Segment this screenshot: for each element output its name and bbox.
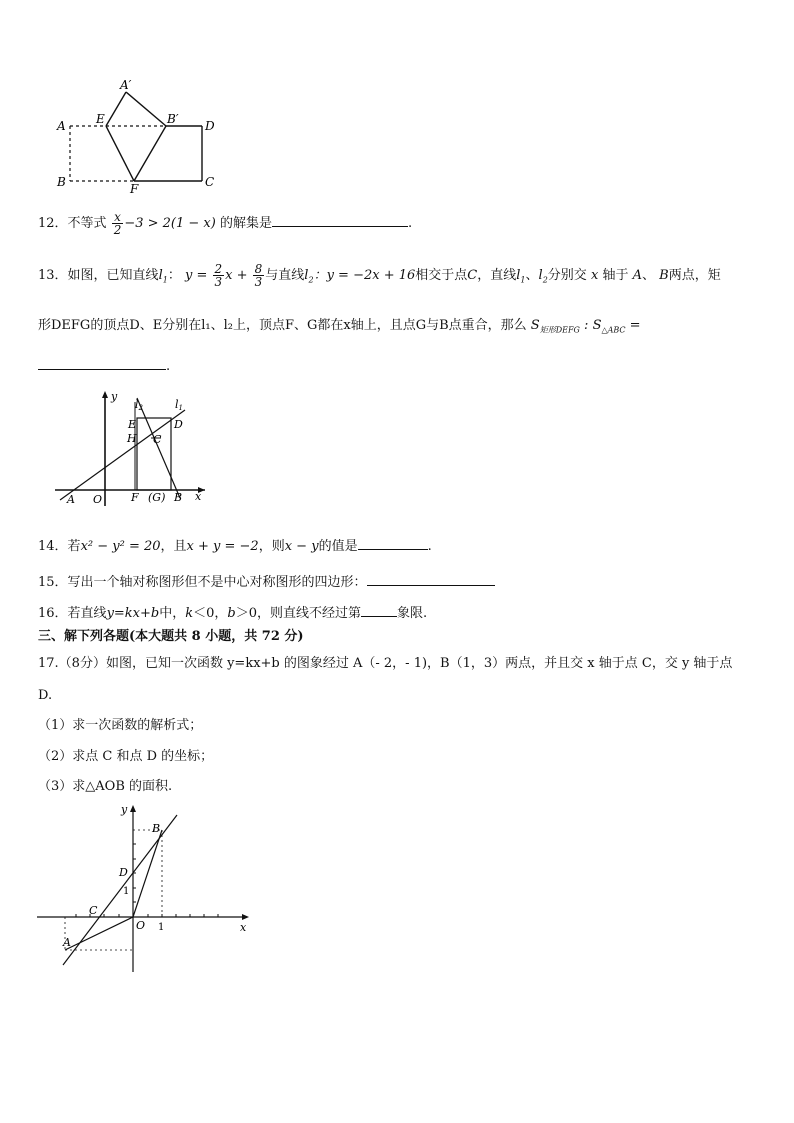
q12-fraction — [112, 211, 124, 236]
section-3-title: 三、解下列各题(本大题共 8 小题，共 72 分) — [38, 629, 304, 644]
question-16: 16．若直线y=kx+b中，k＜0，b＞0，则直线不经过第 象限. — [38, 602, 427, 624]
q14-expr-3: x − y — [284, 539, 319, 554]
q13-point-a: A — [632, 268, 642, 283]
question-14: 14．若x² − y² = 20，且x + y = −2，则x − y的值是 . — [38, 535, 432, 557]
q14-number: 14． — [38, 539, 68, 554]
label-b-prime: B′ — [167, 112, 179, 126]
q12-expression: −3 > 2(1 − x) — [124, 216, 216, 231]
question-13-line-2 — [38, 316, 641, 341]
svg-text:B: B — [174, 491, 183, 504]
q13-mid: x + — [225, 268, 248, 283]
q14-expr-2: x + y = −2 — [186, 539, 259, 554]
q15-answer-blank[interactable] — [367, 571, 495, 586]
label-f: F — [130, 182, 139, 195]
svg-text:y: y — [111, 390, 118, 403]
svg-text:A: A — [67, 493, 75, 506]
q12-frac-den: 2 — [113, 223, 122, 237]
q16-number: 16． — [38, 606, 68, 621]
question-15 — [38, 571, 495, 593]
svg-text:O: O — [136, 919, 146, 932]
svg-text:x: x — [240, 921, 247, 934]
q13-end: . — [166, 359, 171, 374]
q13-answer-blank[interactable] — [38, 355, 166, 370]
fold-rectangle-figure — [50, 75, 230, 195]
svg-text:1: 1 — [158, 922, 165, 933]
question-13: 13．如图，已知直线$l_1$： y = $\frac{2}{3}$ x + $\frac{8}{3}$ 与直线$l_2$：y = −2x + 16相交于点C，直线$l_1$、$l_2$分别交 x 轴于 A、 B两点，矩 — [38, 262, 721, 289]
q12-prefix: 不等式 — [67, 216, 107, 231]
svg-text:H: H — [127, 432, 137, 445]
label-d: D — [205, 119, 215, 133]
svg-text:D: D — [174, 418, 183, 431]
svg-text:C: C — [89, 904, 98, 917]
q13-frac-2: $\frac{8}{3}$ — [254, 262, 263, 289]
svg-text:D: D — [119, 866, 128, 879]
q12-answer-blank[interactable] — [272, 212, 408, 227]
label-a-prime: A′ — [120, 78, 132, 92]
svg-text:C: C — [153, 433, 162, 446]
svg-text:E: E — [128, 418, 137, 431]
q13-text-1c: 相交于点 — [415, 268, 468, 283]
svg-text:B: B — [152, 822, 161, 835]
q13-ratio: $S_{矩形DEFG}$ : $S_{\triangle ABC}$ = — [530, 318, 641, 335]
q12-end: . — [408, 216, 413, 231]
label-b: B — [57, 175, 66, 189]
q12-number: 12． — [38, 216, 68, 231]
question-17: 17.（8分）如图，已知一次函数 y=kx+b 的图象经过 A（- 2，- 1)，B（1，3）两点，并且交 x 轴于点 C，交 y 轴于点 — [38, 656, 733, 671]
q13-l2-expr: ：y = −2x + 16 — [313, 268, 416, 283]
q12-frac-num: x — [112, 211, 124, 224]
question-17-part-3: （3）求△AOB 的面积. — [38, 779, 173, 794]
q13-line-2-text: 形DEFG的顶点D、E分别在l₁、l₂上，顶点F、G都在x轴上，且点G与B点重合，那么 — [38, 318, 527, 333]
svg-text:O: O — [93, 493, 103, 506]
q13-text-1f: 分别交 — [547, 268, 587, 283]
q13-l2: $l_2$ — [304, 268, 314, 285]
q13-number: 13． — [38, 268, 68, 283]
q13-frac-1: $\frac{2}{3}$ — [214, 262, 223, 289]
linear-function-graph — [35, 800, 255, 975]
q16-expr: y=kx+b — [106, 606, 160, 621]
q15-text: 写出一个轴对称图形但不是中心对称图形的四边形： — [67, 575, 367, 590]
q13-l1: $l_1$ — [158, 268, 168, 285]
svg-text:y: y — [121, 803, 128, 816]
q13-text-1g: 轴于 — [602, 268, 629, 283]
q13-text-1i: 两点，矩 — [668, 268, 721, 283]
q13-text-1a: 如图，已知直线 — [67, 268, 159, 283]
svg-text:(G): (G) — [148, 491, 166, 504]
label-l1: l1 — [175, 398, 183, 412]
q16-answer-blank[interactable] — [361, 602, 397, 617]
q12-suffix: 的解集是 — [219, 216, 272, 231]
q13-text-1d: ，直线 — [477, 268, 517, 283]
q13-x-axis: x — [590, 268, 599, 283]
question-17-part-2: （2）求点 C 和点 D 的坐标； — [38, 749, 214, 764]
svg-text:x: x — [195, 490, 202, 503]
svg-text:F: F — [131, 491, 139, 504]
q13-point-b: B — [659, 268, 669, 283]
q14-expr-1: x² − y² = 20 — [80, 539, 161, 554]
q14-answer-blank[interactable] — [358, 535, 428, 550]
lines-rectangle-figure — [55, 388, 215, 508]
label-e: E — [96, 112, 105, 126]
q15-number: 15． — [38, 575, 68, 590]
label-l2: l2 — [135, 398, 143, 412]
q13-text-1b: 与直线 — [265, 268, 305, 283]
q13-y-eq: y = — [184, 268, 208, 283]
svg-text:A: A — [63, 936, 71, 949]
label-c: C — [205, 175, 215, 189]
label-a: A — [57, 119, 66, 133]
question-17-line-2: D. — [38, 688, 53, 703]
question-12 — [38, 211, 412, 236]
svg-text:1: 1 — [123, 886, 130, 897]
question-13-line-3 — [38, 355, 170, 377]
q13-point-c: C — [467, 268, 478, 283]
q13-colon: ： — [167, 268, 181, 283]
question-17-part-1: （1）求一次函数的解析式； — [38, 718, 203, 733]
